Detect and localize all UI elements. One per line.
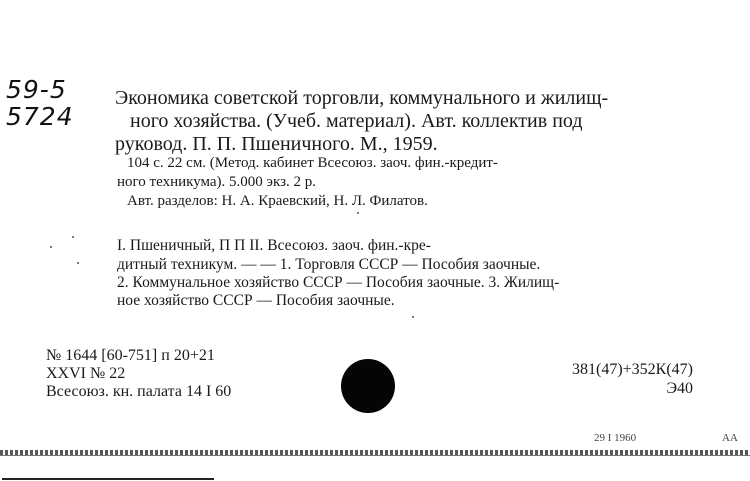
date-stamp: 29 I 1960 (594, 432, 637, 444)
speck (72, 236, 74, 238)
tracings-line-2: дитный техникум. — — 1. Торговля СССР — Пособия заочные. (117, 256, 541, 273)
corner-mark: АА (722, 432, 738, 444)
title-line-1: Экономика советской торговли, коммунального и жилищ- (115, 87, 609, 109)
title-line-3: руковод. П. П. Пшеничного. М., 1959. (115, 133, 438, 155)
ticket-line-1: № 1644 [60-751] п 20+21 (46, 347, 215, 364)
speck (77, 262, 79, 264)
tracings-line-1: I. Пшеничный, П П II. Всесоюз. заоч. фин.-кре- (117, 237, 431, 254)
speck (357, 212, 359, 214)
ticket-line-2: XXVI № 22 (46, 365, 126, 382)
tracings-line-3: 2. Коммунальное хозяйство СССР — Пособия заочные. 3. Жилищ- (117, 274, 560, 291)
speck (50, 246, 52, 248)
classification-index: 381(47)+352К(47) (571, 361, 693, 378)
details-line-3: Авт. разделов: Н. А. Краевский, Н. Л. Филатов. (127, 193, 428, 209)
call-number-line-1: 59-5 (6, 75, 67, 104)
tracings-line-4: ное хозяйство СССР — Пособия заочные. (117, 292, 395, 309)
bottom-rule (0, 455, 750, 456)
call-number-line-2: 5724 (6, 102, 74, 131)
details-line-2: ного техникума). 5.000 экз. 2 р. (117, 174, 316, 190)
title-line-2: ного хозяйства. (Учеб. материал). Авт. коллектив под (130, 110, 583, 132)
details-line-1: 104 с. 22 см. (Метод. кабинет Всесоюз. заоч. фин.-кредит- (127, 155, 498, 171)
ticket-line-3: Всесоюз. кн. палата 14 I 60 (46, 383, 232, 400)
crop-mark (2, 478, 214, 480)
author-mark: Э40 (666, 380, 693, 397)
card-punch-hole (341, 359, 395, 413)
speck (412, 316, 414, 318)
